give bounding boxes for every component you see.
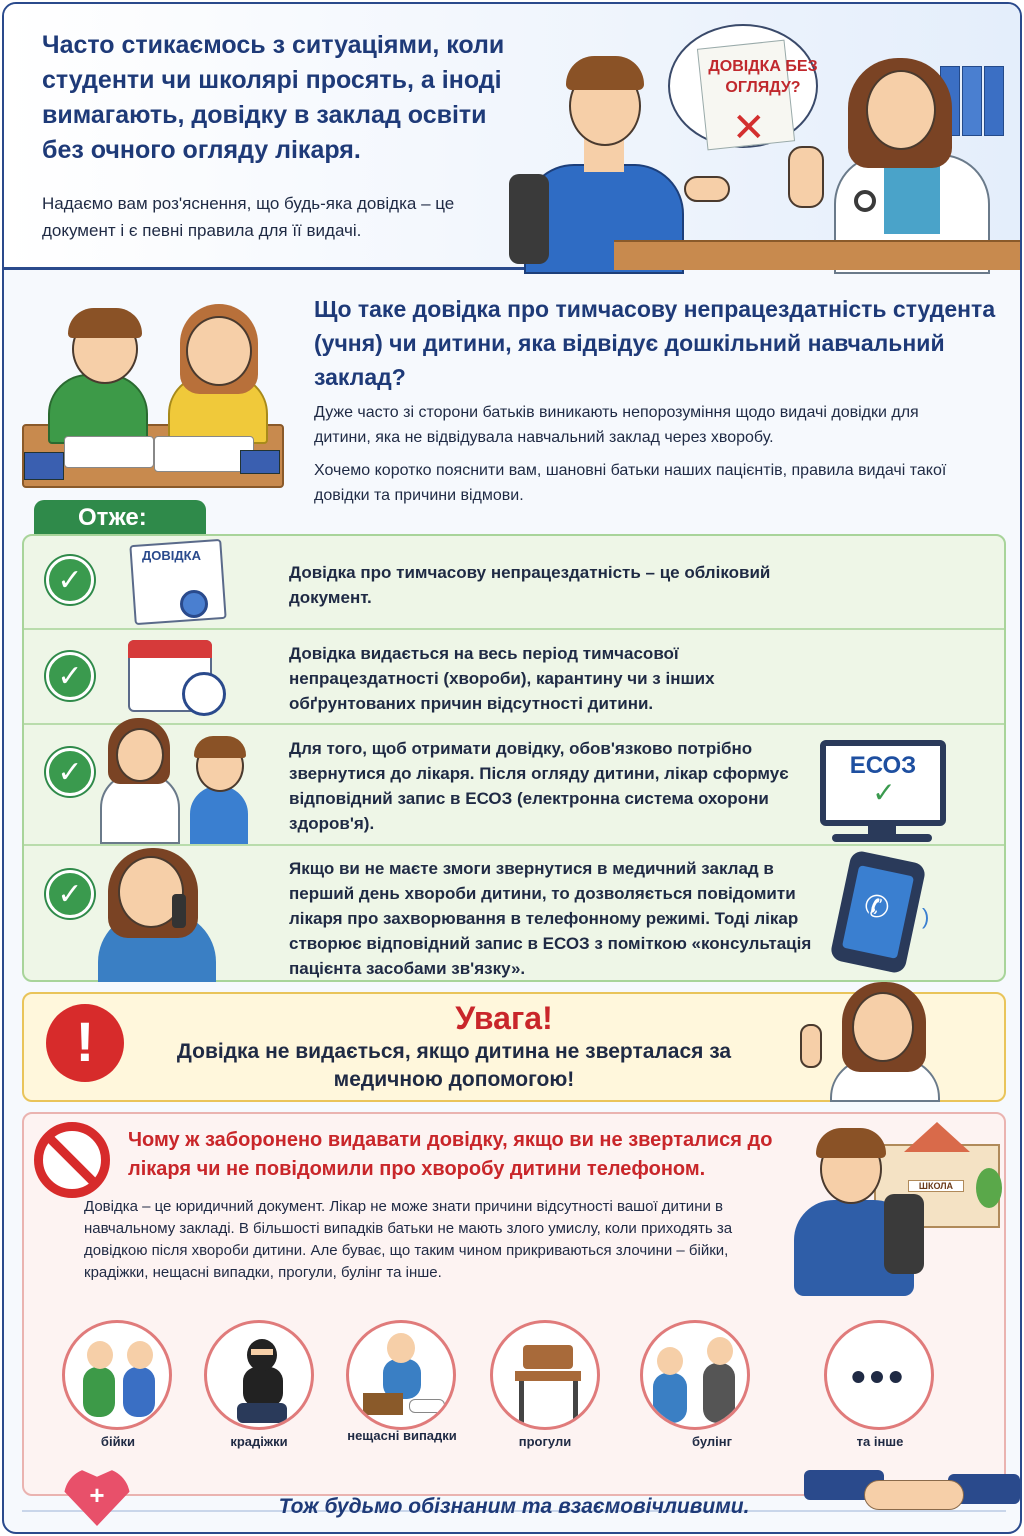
section2-paragraph2: Хочемо коротко пояснити вам, шановні батьки наших пацієнтів, правила видачі такої довідки та причини відмови. <box>314 462 947 504</box>
infographic-frame: Часто стикаємось з ситуаціями, коли студенти чи школярі просять, а іноді вимагають, довідку в заклад освіти без очного огляду лікаря. Надаємо вам роз'яснення, що будь-яка довідка – це документ і є певні правила для її видачі. ДОВІДКА БЕЗ ОГЛЯДУ? ✕ Що таке довідка про тимчасову непрацездатність студента (учня) чи дитини, яка відвідує дошкільний навчальний заклад? Дуже часто зі сторони батьків виникають непорозуміння щодо видачі довідки для дитини, яка не відвідувала навчальний заклад через хворобу. Хочемо коротко пояснити вам, шановні батьки наших пацієнтів, правила видачі такої довідки та причини відмови. Отже: ✓ ДОВІДКА Довідка про тимчасову непрацездатність – це обліковий документ. ✓ Довідка видається на весь період тимчасової непрацездатності (хвороби), карантину чи з інших обґрунтованих причин відсутності дитини. ✓ Для того, щоб отримати довідку, обов'язково потрібно звернутися до лікаря. Після огляду дитини, лікар сформує відповідний запис в ЕСОЗ (електронна система охорони здоров'я). ЕСОЗ ✓ ✓ Якщо ви не маєте змоги звернутися в медичний заклад в перший день хвороби дитини, то дозволяється повідомити лікаря про захворювання в телефонному режимі. Тоді лікар створює відповідний запис в ЕСОЗ з поміткою «консультація пацієнта засобами зв'язку». ✆ ) ! Увага! Довідка не видається, якщо дитина не зверталася за медичною допомогою! Чому ж заборонено видавати довідку, якщо ви не зверталися до лікаря чи не повідомили про хворобу дитини телефоном. Довідка – це юридичний документ. Лікар не може знати причини відсутності вашої дитини в навчальному закладі. В більшості випадків батьки не мають злого умислу, коли приходять за довідкою після хвороби дитини. Але буває, що таким чином прикриваються злочини – бійки, крадіжки, нещасні випадки, прогули, булінг та інше. ШКОЛА бійки крадіжки нещасні випадки прогули булінг ••• та інше + Тож будьмо обізнаним та взаємовічливими. <box>2 2 1022 1534</box>
why-title: Чому ж заборонено видавати довідку, якщо ви не зверталися до лікаря чи не повідомили про хворобу дитини телефоном. <box>128 1129 773 1180</box>
attention-text: Довідка не видається, якщо дитина не зверталася за медичною допомогою! <box>176 1040 732 1091</box>
why-text: Довідка – це юридичний документ. Лікар не може знати причини відсутності вашої дитини в навчальному закладі. В більшості випадків батьки не мають злого умислу, коли приходять за довідкою після хвороби дитини. Але буває, що таким чином прикриваються злочини – бійки, крадіжки, нещасні випадки, прогули, булінг та інше. <box>84 1198 733 1281</box>
more-icon: ••• <box>824 1320 934 1430</box>
section2-title: Що таке довідка про тимчасову непрацездатність студента (учня) чи дитини, яка відвідує дошкільний навчальний заклад? <box>314 296 996 390</box>
exclamation-icon: ! <box>46 1004 124 1082</box>
icon-label-bullying: булінг <box>691 1434 733 1449</box>
section2-paragraph1: Дуже часто зі сторони батьків виникають непорозуміння щодо видачі довідки для дитини, яка не відвідувала навчальний заклад через хворобу. <box>314 404 919 446</box>
icon-label-truancy: прогули <box>518 1434 572 1449</box>
check-icon: ✓ <box>46 748 94 796</box>
cross-icon: ✕ <box>732 106 766 150</box>
thief-icon <box>204 1320 314 1430</box>
bubble-text: ДОВІДКА БЕЗ ОГЛЯДУ? <box>708 58 818 96</box>
accident-icon <box>346 1320 456 1430</box>
icon-label-other: та інше <box>856 1434 904 1449</box>
header-section <box>4 4 1020 270</box>
row-divider <box>24 628 1004 630</box>
row-divider <box>24 844 1004 846</box>
summary-item-2: Довідка видається на весь період тимчасової непрацездатності (хвороби), карантину чи з інших обґрунтованих причин відсутності дитини. <box>289 644 715 713</box>
row-divider <box>24 723 1004 725</box>
summary-label: Отже: <box>34 500 206 536</box>
summary-item-1: Довідка про тимчасову непрацездатність – це обліковий документ. <box>289 563 771 607</box>
summary-item-3: Для того, щоб отримати довідку, обов'язково потрібно звернутися до лікаря. Після огляду дитини, лікар сформує відповідний запис в ЕСОЗ (електронна система охорони здоров'я). <box>289 739 789 833</box>
icon-label-thefts: крадіжки <box>230 1434 288 1449</box>
check-icon: ✓ <box>46 652 94 700</box>
empty-desk-icon <box>490 1320 600 1430</box>
attention-title: Увага! <box>455 1000 553 1036</box>
bullying-icon <box>640 1320 750 1430</box>
footer-text: Тож будьмо обізнаним та взаємовічливими. <box>278 1495 750 1518</box>
check-icon: ✓ <box>46 870 94 918</box>
header-subtitle: Надаємо вам роз'яснення, що будь-яка довідка – це документ і є певні правила для її видачі. <box>42 194 455 240</box>
fight-icon <box>62 1320 172 1430</box>
header-title: Часто стикаємось з ситуаціями, коли студенти чи школярі просять, а іноді вимагають, довідку в заклад освіти без очного огляду лікаря. <box>42 31 505 164</box>
summary-item-4: Якщо ви не маєте змоги звернутися в медичний заклад в перший день хвороби дитини, то дозволяється повідомити лікаря про захворювання в телефонному режимі. Тоді лікар створює відповідний запис в ЕСОЗ з поміткою «консультація пацієнта засобами зв'язку». <box>289 859 812 978</box>
check-icon: ✓ <box>46 556 94 604</box>
icon-label-fights: бійки <box>100 1434 136 1449</box>
icon-label-accidents: нещасні випадки <box>347 1428 457 1443</box>
desk <box>614 240 1020 270</box>
